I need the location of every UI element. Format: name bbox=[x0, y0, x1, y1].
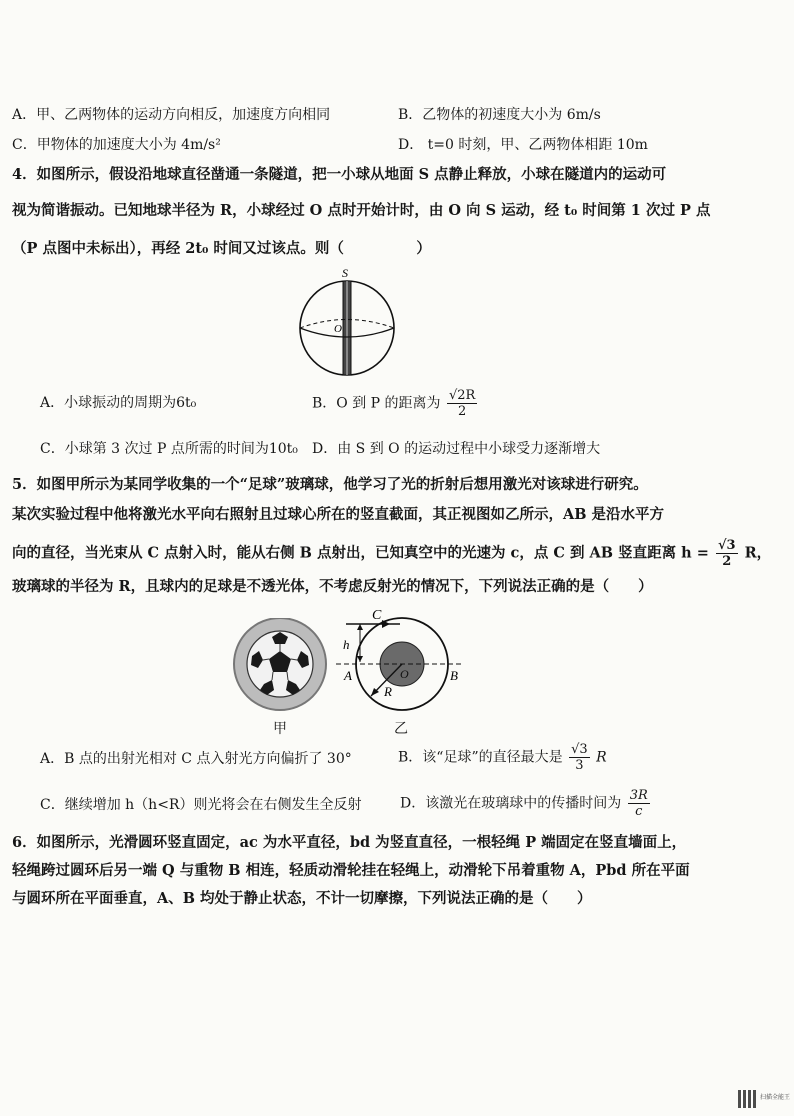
q6-stem-line2: 轻绳跨过圆环后另一端 Q 与重物 B 相连，轻质动滑轮挂在轻绳上，动滑轮下吊着重物 A，Pbd 所在平面 bbox=[12, 862, 690, 879]
caption-yi: 乙 bbox=[394, 721, 408, 737]
q5-stem-line3 bbox=[12, 538, 771, 569]
q5-stem-line4: 玻璃球的半径为 R，且球内的足球是不透光体，不考虑反射光的情况下，下列说法正确的是（ ） bbox=[12, 578, 653, 595]
q5-option-b-fraction bbox=[569, 742, 590, 773]
q5-stem-line1: 5．如图甲所示为某同学收集的一个“足球”玻璃球，他学习了光的折射后想用激光对该球进行研究。 bbox=[12, 476, 648, 493]
label-o: O bbox=[334, 323, 342, 335]
q4-option-c: C．小球第 3 次过 P 点所需的时间为10t₀ bbox=[40, 441, 298, 457]
q6-stem-line1: 6．如图所示，光滑圆环竖直固定，ac 为水平直径，bd 为竖直直径，一根轻绳 P 端固定在竖直墙面上， bbox=[12, 834, 687, 851]
q5-option-c: C．继续增加 h（h<R）则光将会在右侧发生全反射 bbox=[40, 797, 362, 813]
label-c: C bbox=[372, 608, 382, 623]
label-a: A bbox=[344, 668, 352, 683]
q5-b-denominator: 3 bbox=[575, 758, 584, 773]
q5-h-numerator: √3 bbox=[717, 538, 736, 553]
q4-stem-line1: 4．如图所示，假设沿地球直径凿通一条隧道，把一小球从地面 S 点静止释放，小球在隧道内的运动可 bbox=[12, 166, 667, 183]
q4-option-b-fraction bbox=[447, 388, 477, 419]
scanner-watermark: 扫描全能王 bbox=[760, 1094, 791, 1101]
q5-option-a: A．B 点的出射光相对 C 点入射光方向偏折了 30° bbox=[40, 751, 352, 767]
q5-h-fraction bbox=[716, 538, 738, 569]
q4-stem-line3: （P 点图中未标出），再经 2t₀ 时间又过该点。则（ ） bbox=[12, 240, 431, 257]
q3-option-b: B．乙物体的初速度大小为 6m/s bbox=[398, 107, 601, 123]
q5-option-b bbox=[398, 742, 607, 773]
q3-option-a: A．甲、乙两物体的运动方向相反，加速度方向相同 bbox=[12, 107, 331, 123]
q3-option-c: C．甲物体的加速度大小为 4m/s² bbox=[12, 137, 221, 153]
q4-option-a: A．小球振动的周期为6t₀ bbox=[40, 395, 197, 411]
label-s: S bbox=[342, 266, 348, 280]
q3-option-d: D． t=0 时刻，甲、乙两物体相距 10m bbox=[398, 137, 648, 153]
label-o-5: O bbox=[400, 667, 409, 681]
caption-jia: 甲 bbox=[273, 721, 287, 737]
q5-option-d bbox=[400, 788, 652, 819]
q4-option-b bbox=[312, 388, 479, 419]
q5-option-b-text: B．该“足球”的直径最大是 bbox=[398, 749, 563, 766]
q5-d-numerator: 3R bbox=[629, 788, 648, 803]
q5-option-d-text: D．该激光在玻璃球中的传播时间为 bbox=[400, 795, 622, 812]
qr-code-icon bbox=[738, 1090, 756, 1108]
q4-option-d: D．由 S 到 O 的运动过程中小球受力逐渐增大 bbox=[312, 441, 601, 457]
q5-d-denominator: c bbox=[635, 804, 643, 819]
earth-tunnel-figure bbox=[296, 266, 406, 386]
label-h: h bbox=[343, 637, 350, 652]
q5-option-b-tail: R bbox=[596, 749, 607, 766]
q4-fraction-numerator: √2R bbox=[449, 388, 476, 403]
label-r: R bbox=[384, 684, 392, 699]
football-glass-ball-figure bbox=[232, 618, 332, 718]
q5-option-d-fraction bbox=[628, 788, 650, 819]
label-b: B bbox=[450, 668, 458, 683]
q4-option-b-text: B．O 到 P 的距离为 bbox=[312, 395, 441, 412]
q5-line3-text: 向的直径，当光束从 C 点射入时，能从右侧 B 点射出，已知真空中的光速为 c，点 C 到 AB 竖直距离 h = bbox=[12, 544, 709, 562]
q4-fraction-denominator: 2 bbox=[458, 404, 467, 419]
q5-b-numerator: √3 bbox=[571, 742, 588, 757]
q4-stem-line2: 视为简谐振动。已知地球半径为 R，小球经过 O 点时开始计时，由 O 向 S 运动，经 t₀ 时间第 1 次过 P 点 bbox=[12, 202, 711, 219]
q6-stem-line3: 与圆环所在平面垂直，A、B 均处于静止状态，不计一切摩擦，下列说法正确的是（ ） bbox=[12, 890, 592, 907]
cross-section-figure bbox=[336, 604, 466, 724]
q5-stem-line2: 某次实验过程中他将激光水平向右照射且过球心所在的竖直截面，其正视图如乙所示，AB 是沿水平方 bbox=[12, 506, 665, 523]
q5-h-denominator: 2 bbox=[722, 554, 732, 569]
q5-line3-tail: R， bbox=[744, 544, 772, 562]
